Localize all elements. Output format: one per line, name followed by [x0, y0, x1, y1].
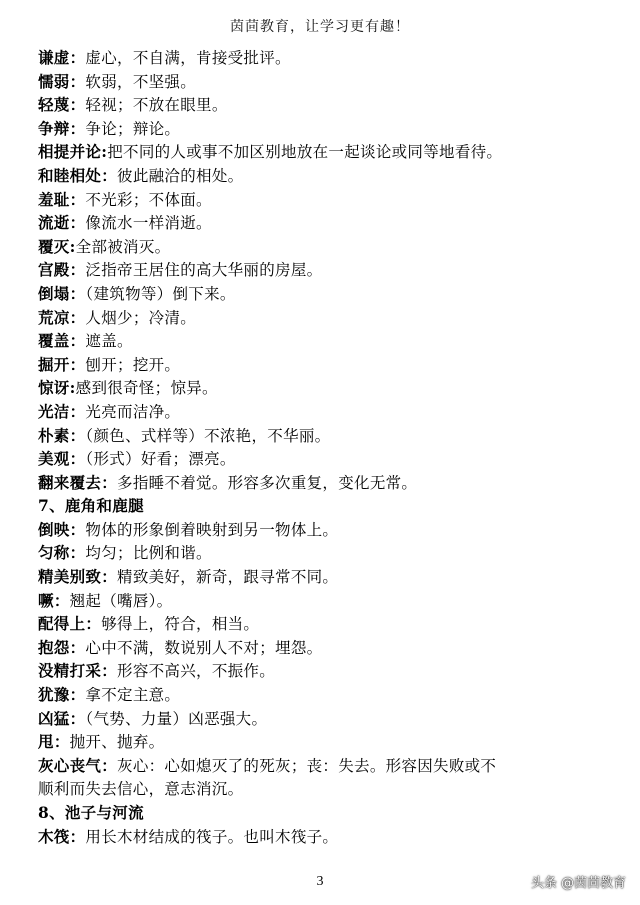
term-separator: ：	[101, 567, 118, 587]
vocab-term: 没精打采	[38, 661, 102, 681]
definition-text: （颜色、式样等）不浓艳，不华丽。	[85, 426, 331, 445]
vocab-entry	[38, 683, 618, 707]
term-separator: ：	[69, 543, 86, 563]
term-separator: ：	[69, 48, 86, 67]
definition-text: 感到很奇怪；惊异。	[75, 379, 218, 398]
term-separator: ：	[69, 95, 86, 115]
definition-text: 多指睡不着觉。形容多次重复，变化无常。	[117, 473, 418, 492]
section-heading: 7、鹿角和鹿腿	[38, 496, 144, 516]
vocab-entry	[38, 140, 618, 164]
vocab-term: 谦虚	[38, 48, 70, 67]
term-separator: ：	[101, 472, 118, 492]
term-separator: ：	[69, 283, 86, 303]
vocab-term: 灰心丧气	[38, 755, 102, 775]
term-separator: ：	[69, 637, 86, 657]
term-separator: ：	[69, 685, 86, 705]
definition-text: 泛指帝王居住的高大华丽的房屋。	[85, 261, 323, 280]
term-separator: ：	[69, 331, 86, 351]
definition-text: 不光彩；不体面。	[85, 190, 212, 209]
vocab-entry	[38, 636, 618, 660]
definition-text: 均匀；比例和谐。	[85, 544, 212, 563]
watermark-text: 头条 @茵茴教育	[530, 876, 626, 891]
vocab-entry	[38, 164, 618, 188]
vocab-entry	[38, 46, 618, 70]
definition-text: 全部被消灭。	[75, 237, 171, 256]
vocab-entry	[38, 353, 618, 377]
vocab-entry	[38, 518, 618, 542]
term-separator: ：	[69, 425, 86, 445]
vocab-term: 懦弱	[38, 71, 70, 91]
vocab-term: 覆灭	[38, 236, 70, 256]
term-separator: :	[69, 236, 76, 256]
vocab-term: 甩	[38, 732, 54, 752]
vocab-term: 抱怨	[38, 637, 70, 657]
definition-text: 争论；辩论。	[85, 119, 181, 138]
definition-text: 心中不满，数说别人不对；埋怨。	[85, 638, 323, 657]
term-separator: ：	[53, 590, 70, 610]
term-separator: ：	[69, 71, 86, 91]
vocab-entry	[38, 235, 618, 259]
term-separator: ：	[69, 118, 86, 138]
term-separator: ：	[53, 732, 70, 752]
vocab-term: 轻蔑	[38, 95, 70, 115]
vocab-term: 配得上	[38, 614, 86, 634]
vocab-entry	[38, 565, 618, 589]
term-separator: ：	[69, 449, 86, 469]
vocab-entry	[38, 70, 618, 94]
vocab-entry	[38, 754, 618, 778]
vocab-term: 倒塌	[38, 283, 70, 303]
term-separator: ：	[69, 189, 86, 209]
definition-text: （形式）好看；漂亮。	[85, 450, 236, 469]
term-separator: :	[69, 378, 76, 398]
definition-text: 用长木材结成的筏子。也叫木筏子。	[85, 827, 339, 846]
vocab-term: 宫殿	[38, 260, 70, 280]
term-separator: ：	[101, 755, 118, 775]
vocab-term: 相提并论	[38, 142, 102, 162]
watermark	[531, 872, 626, 891]
vocab-entry	[38, 659, 618, 683]
vocab-term: 光洁	[38, 401, 70, 421]
vocab-term: 犹豫	[38, 685, 70, 705]
vocab-term: 凶猛	[38, 708, 70, 728]
definition-text: 顺利而失去信心，意志消沉。	[38, 780, 244, 799]
definition-text: 遮盖。	[85, 332, 133, 351]
term-separator: ：	[101, 661, 118, 681]
vocab-term: 倒映	[38, 519, 70, 539]
vocab-entry	[38, 612, 618, 636]
vocab-term: 噘	[38, 590, 54, 610]
vocab-entry	[38, 211, 618, 235]
definition-text: 轻视；不放在眼里。	[85, 96, 228, 115]
vocab-entry	[38, 424, 618, 448]
vocab-entry	[38, 188, 618, 212]
definition-text: （气势、力量）凶恶强大。	[85, 709, 268, 728]
vocab-term: 木筏	[38, 826, 70, 846]
vocab-term: 惊讶	[38, 378, 70, 398]
section-heading: 8、池子与河流	[38, 803, 144, 822]
term-separator: ：	[69, 260, 86, 280]
vocab-entry	[38, 471, 618, 495]
vocab-term: 流逝	[38, 213, 70, 233]
definition-text: 抛开、抛弃。	[69, 733, 165, 752]
definition-text: 彼此融洽的相处。	[117, 166, 244, 185]
term-separator: :	[101, 142, 108, 162]
term-separator: ：	[69, 401, 86, 421]
definition-text: 灰心：心如熄灭了的死灰；丧：失去。形容因失败或不	[117, 756, 497, 775]
vocab-entry	[38, 376, 618, 400]
page-number: 3	[316, 874, 324, 889]
vocabulary-list	[38, 46, 618, 848]
definition-continuation	[38, 777, 618, 801]
vocab-entry	[38, 447, 618, 471]
vocab-term: 美观	[38, 449, 70, 469]
vocab-term: 羞耻	[38, 189, 70, 209]
vocab-entry	[38, 730, 618, 754]
term-separator: ：	[69, 519, 86, 539]
vocab-entry	[38, 400, 618, 424]
definition-text: 物体的形象倒着映射到另一物体上。	[85, 520, 339, 539]
term-separator: ：	[69, 307, 86, 327]
term-separator: ：	[69, 354, 86, 374]
definition-text: 刨开；挖开。	[85, 355, 181, 374]
vocab-term: 翻来覆去	[38, 472, 102, 492]
vocab-entry	[38, 282, 618, 306]
term-separator: ：	[101, 165, 118, 185]
definition-text: （建筑物等）倒下来。	[85, 284, 236, 303]
vocab-term: 匀称	[38, 543, 70, 563]
vocab-term: 掘开	[38, 354, 70, 374]
vocab-entry	[38, 707, 618, 731]
vocab-term: 和睦相处	[38, 165, 102, 185]
vocab-entry	[38, 541, 618, 565]
vocab-entry	[38, 329, 618, 353]
term-separator: ：	[69, 826, 86, 846]
vocab-entry	[38, 589, 618, 613]
definition-text: 形容不高兴，不振作。	[117, 662, 276, 681]
definition-text: 精致美好，新奇，跟寻常不同。	[117, 568, 339, 587]
definition-text: 把不同的人或事不加区别地放在一起谈论或同等地看待。	[107, 143, 503, 162]
vocab-entry	[38, 258, 618, 282]
term-separator: ：	[85, 614, 102, 634]
definition-text: 像流水一样消逝。	[85, 214, 212, 233]
vocab-term: 精美别致	[38, 567, 102, 587]
definition-text: 拿不定主意。	[85, 686, 181, 705]
term-separator: ：	[69, 708, 86, 728]
definition-text: 够得上，符合，相当。	[101, 615, 260, 634]
vocab-term: 争辩	[38, 118, 70, 138]
page-header: 茵茴教育，让学习更有趣！	[230, 19, 410, 35]
definition-text: 翘起（嘴唇）。	[69, 591, 173, 610]
vocab-term: 朴素	[38, 425, 70, 445]
vocab-entry	[38, 93, 618, 117]
vocab-entry	[38, 825, 618, 849]
term-separator: ：	[69, 213, 86, 233]
vocab-term: 覆盖	[38, 331, 70, 351]
definition-text: 虚心，不自满，肯接受批评。	[85, 49, 291, 67]
vocab-term: 荒凉	[38, 307, 70, 327]
definition-text: 人烟少；冷清。	[85, 308, 197, 327]
definition-text: 软弱，不坚强。	[85, 72, 197, 91]
definition-text: 光亮而洁净。	[85, 402, 181, 421]
vocab-entry	[38, 306, 618, 330]
vocab-entry	[38, 117, 618, 141]
